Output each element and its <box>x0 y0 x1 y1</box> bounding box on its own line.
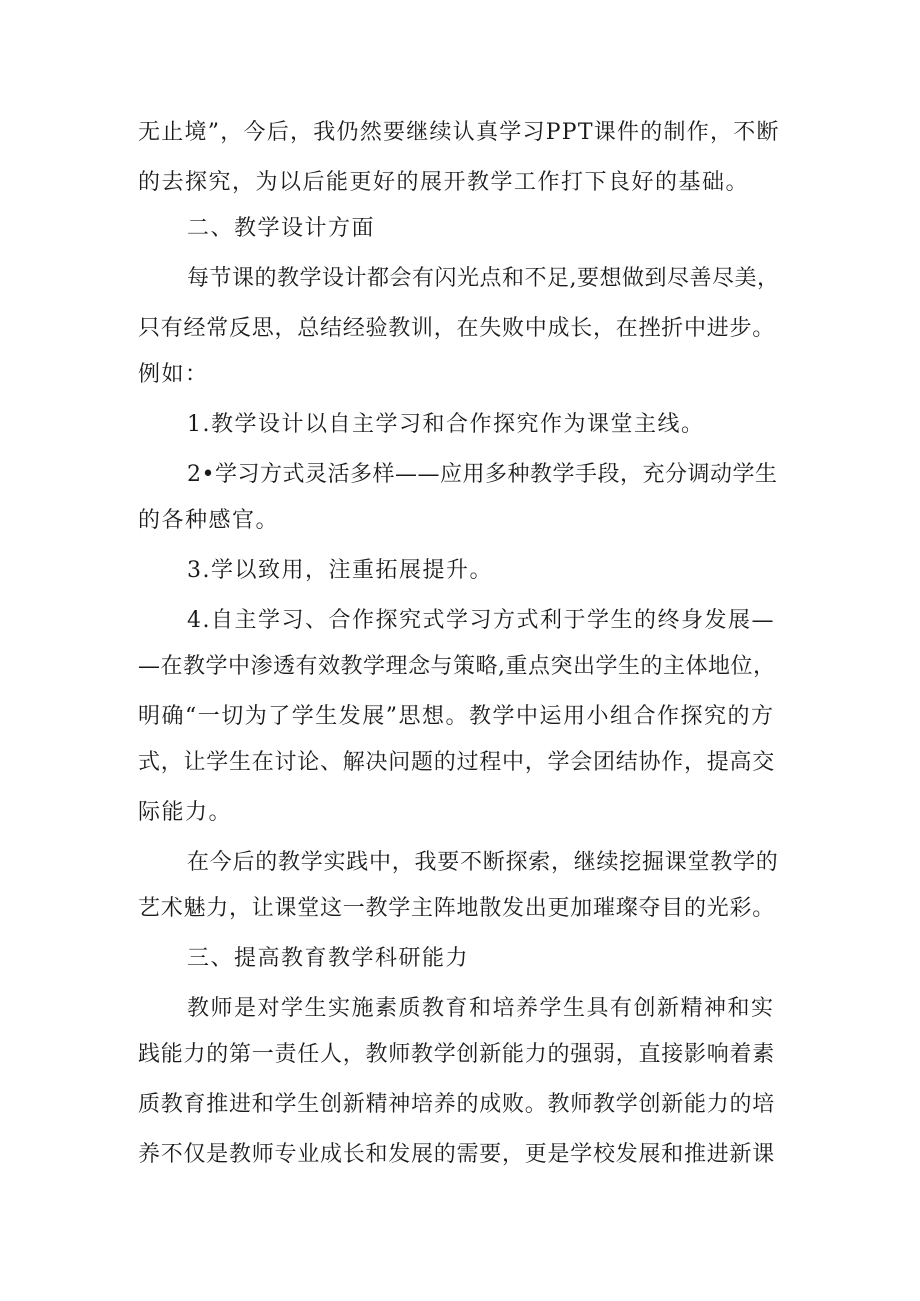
text-line: 的各种感官。 <box>138 508 280 533</box>
text-line: 践能力的第一责任人，教师教学创新能力的强弱，直接影响着素 <box>138 1042 776 1067</box>
text-line: 例如： <box>138 362 209 387</box>
text-line: 教师是对学生实施素质教育和培养学生具有创新精神和实 <box>187 996 775 1021</box>
text-line: —在教学中渗透有效教学理念与策略,重点突出学生的主体地位， <box>138 654 776 679</box>
list-item: 3.学以致用，注重拓展提升。 <box>187 558 493 583</box>
text-line: 养不仅是教师专业成长和发展的需要，更是学校发展和推进新课 <box>138 1142 776 1167</box>
text-line: 式，让学生在讨论、解决问题的过程中，学会团结协作，提高交 <box>138 750 776 775</box>
list-item: 1.教学设计以自主学习和合作探究作为课堂主线。 <box>187 412 705 437</box>
text-line: 的去探究，为以后能更好的展开教学工作打下良好的基础。 <box>138 170 750 195</box>
section-heading: 二、教学设计方面 <box>187 216 376 241</box>
text-line: 无止境”，今后，我仍然要继续认真学习PPT课件的制作，不断 <box>138 120 780 145</box>
text-line: 艺术魅力，让课堂这一教学主阵地散发出更加璀璨夺目的光彩。 <box>138 896 776 921</box>
text-line: 只有经常反思，总结经验教训，在失败中成长，在挫折中进步。 <box>138 316 776 341</box>
list-item: 4.自主学习、合作探究式学习方式利于学生的终身发展— <box>187 608 775 633</box>
text-line: 质教育推进和学生创新精神培养的成败。教师教学创新能力的培 <box>138 1092 776 1117</box>
list-item: 2•学习方式灵活多样——应用多种教学手段，充分调动学生 <box>187 462 778 487</box>
text-line: 明确“一切为了学生发展”思想。教学中运用小组合作探究的方 <box>138 704 775 729</box>
text-line: 际能力。 <box>138 800 233 825</box>
text-line: 在今后的教学实践中，我要不断探索，继续挖掘课堂教学的 <box>187 850 779 875</box>
text-line: 每节课的教学设计都会有闪光点和不足,要想做到尽善尽美， <box>187 266 780 291</box>
section-heading: 三、提高教育教学科研能力 <box>187 946 470 971</box>
